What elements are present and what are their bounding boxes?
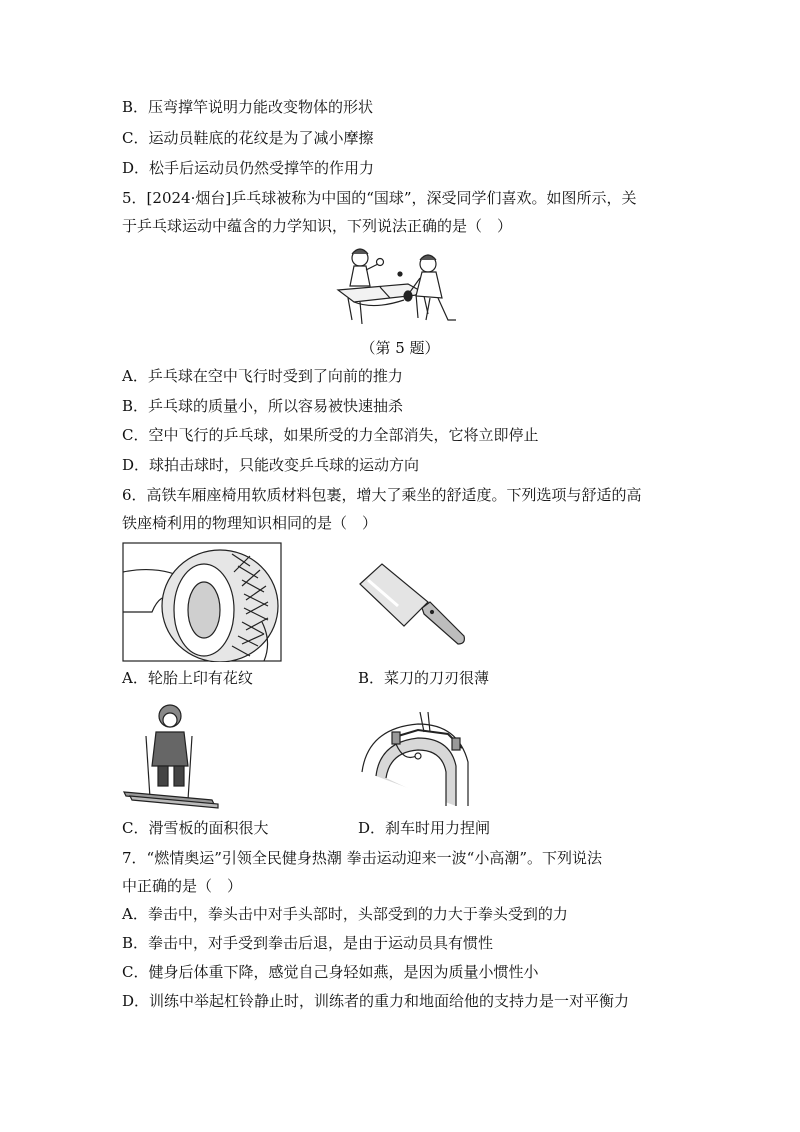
q5-ping-pong-figure — [330, 240, 470, 326]
q4-option-b: B．压弯撑竿说明力能改变物体的形状 — [122, 98, 374, 116]
tire-tread-image — [122, 542, 282, 662]
q5-option-a: A．乒乓球在空中飞行时受到了向前的推力 — [122, 367, 403, 385]
q7-stem-line2: 中正确的是（ ） — [122, 877, 243, 895]
q4-option-d: D．松手后运动员仍然受撑竿的作用力 — [122, 159, 375, 177]
cleaver-image — [358, 560, 470, 650]
q7-option-d: D．训练中举起杠铃静止时，训练者的重力和地面给他的支持力是一对平衡力 — [122, 992, 630, 1010]
skier-image — [122, 700, 222, 810]
q6-option-b: B．菜刀的刀刃很薄 — [358, 669, 490, 687]
q6-stem-line2: 铁座椅利用的物理知识相同的是（ ） — [122, 514, 378, 532]
q4-option-c: C．运动员鞋底的花纹是为了减小摩擦 — [122, 129, 374, 147]
q6-option-c: C．滑雪板的面积很大 — [122, 819, 269, 837]
q5-stem-line2: 于乒乓球运动中蕴含的力学知识，下列说法正确的是（ ） — [122, 217, 513, 235]
q7-option-a: A．拳击中，拳头击中对手头部时，头部受到的力大于拳头受到的力 — [122, 905, 568, 923]
q5-option-d: D．球拍击球时，只能改变乒乓球的运动方向 — [122, 456, 420, 474]
q7-option-c: C．健身后体重下降，感觉自己身轻如燕，是因为质量小惯性小 — [122, 963, 539, 981]
q7-stem-line1: 7．“燃情奥运”引领全民健身热潮 拳击运动迎来一波“小高潮”。下列说法 — [122, 849, 602, 867]
q6-option-a: A．轮胎上印有花纹 — [122, 669, 253, 687]
q5-option-c: C．空中飞行的乒乓球，如果所受的力全部消失，它将立即停止 — [122, 426, 539, 444]
q5-figure-caption: （第 5 题） — [360, 339, 440, 357]
q7-option-b: B．拳击中，对手受到拳击后退，是由于运动员具有惯性 — [122, 934, 494, 952]
q6-option-d: D．刹车时用力捏闸 — [358, 819, 491, 837]
q6-stem-line1: 6．高铁车厢座椅用软质材料包裹，增大了乘坐的舒适度。下列选项与舒适的高 — [122, 486, 642, 504]
q5-option-b: B．乒乓球的质量小，所以容易被快速抽杀 — [122, 397, 404, 415]
bicycle-brake-image — [358, 712, 474, 808]
q5-stem-line1: 5．[2024·烟台]乒乓球被称为中国的“国球”，深受同学们喜欢。如图所示，关 — [122, 189, 637, 207]
